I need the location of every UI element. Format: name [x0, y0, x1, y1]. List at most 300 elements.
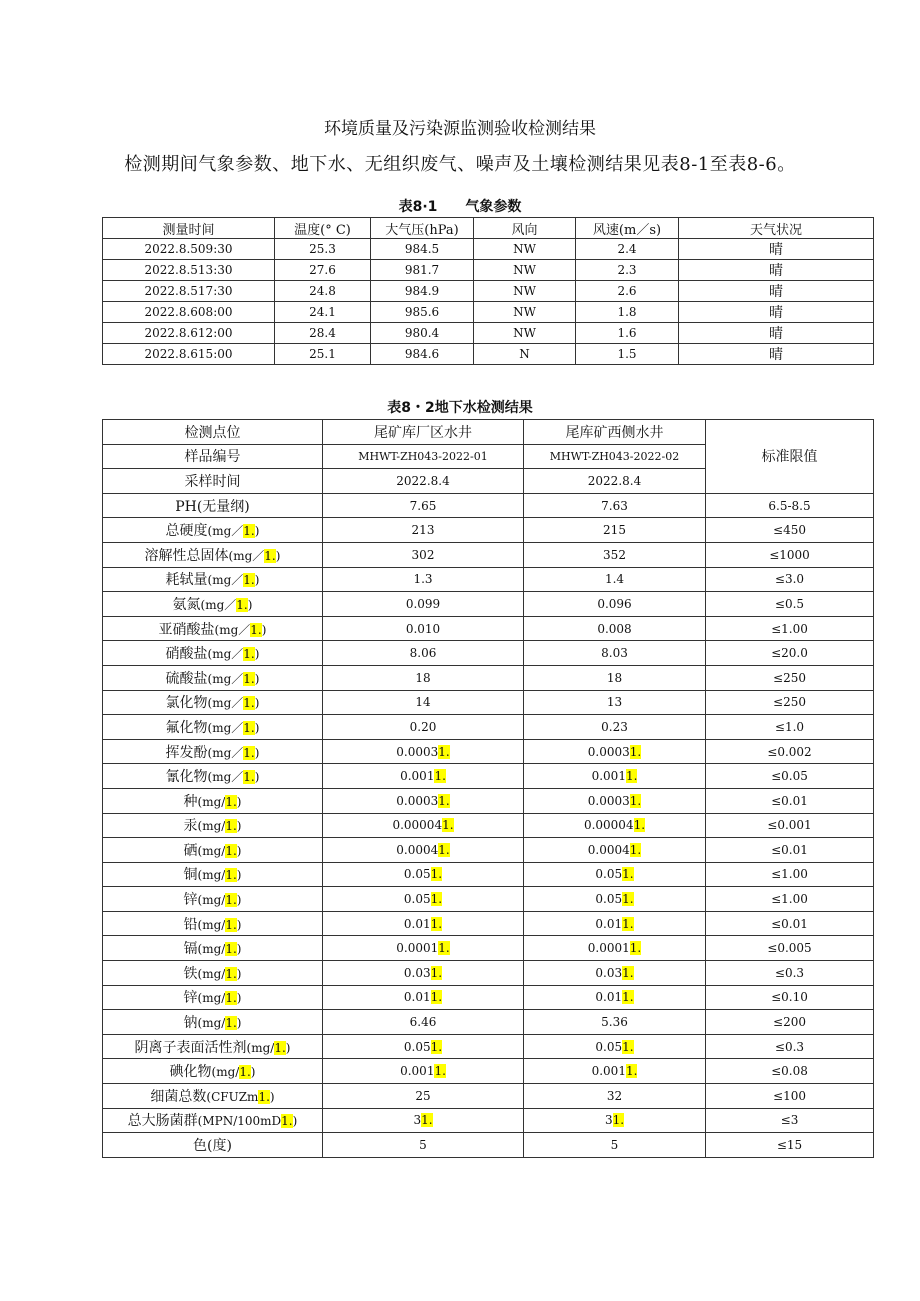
table1-cell: 2.6	[576, 281, 679, 302]
close-paren: )	[236, 893, 242, 908]
value-mark: 1.	[625, 769, 638, 784]
param-name-cell	[103, 911, 323, 936]
value-mark: 1.	[622, 892, 634, 907]
value: 0.05	[595, 892, 623, 907]
param-name: 铅	[183, 916, 198, 933]
value: 14	[415, 695, 431, 710]
param-name-cell	[103, 567, 323, 592]
param-unit: (mg/	[197, 794, 226, 809]
value-cell-1	[323, 739, 524, 764]
param-unit: (mg/	[197, 966, 226, 981]
standard-cell: ≤0.01	[706, 788, 874, 813]
table1-row	[103, 302, 874, 323]
value: 0.0003	[396, 793, 439, 808]
table2-row	[103, 739, 874, 764]
unit-mark: 1.	[258, 1089, 270, 1104]
param-unit: (mg／	[207, 671, 244, 686]
value: 0.05	[403, 867, 431, 882]
value: 215	[603, 523, 626, 538]
unit-mark: 1.	[250, 622, 262, 637]
value: 0.20	[409, 719, 437, 734]
table2-caption: 表8・2地下水检测结果	[387, 400, 533, 416]
value-cell-1	[323, 788, 524, 813]
unit-mark: 1.	[243, 696, 255, 711]
table1-cell: 984.5	[371, 239, 474, 260]
param-unit: (mg/	[197, 819, 226, 834]
close-paren: )	[254, 573, 260, 588]
table2-row	[103, 813, 874, 838]
table2-row	[103, 936, 874, 961]
value-cell-1	[323, 1010, 524, 1035]
close-paren: )	[254, 647, 260, 662]
value-cell-2	[524, 764, 706, 789]
close-paren: )	[285, 1040, 291, 1055]
param-name-cell	[103, 764, 323, 789]
table1-cell: 2022.8.615:00	[103, 344, 275, 365]
value-cell-2	[524, 813, 706, 838]
table2-row	[103, 542, 874, 567]
value: 0.0003	[587, 793, 630, 808]
header-sample: 样品编号	[103, 444, 323, 469]
table2-row	[103, 493, 874, 518]
standard-cell: ≤0.05	[706, 764, 874, 789]
param-name-cell	[103, 961, 323, 986]
table1-row	[103, 323, 874, 344]
value-cell-2	[524, 1133, 706, 1158]
table2-row	[103, 862, 874, 887]
standard-cell: ≤0.3	[706, 1034, 874, 1059]
param-name: 硝酸盐	[165, 646, 208, 663]
value: 0.096	[597, 596, 632, 611]
intro-text: 检测期间气象参数、地下水、无组织废气、噪声及土壤检测结果见表8-1至表8-6。	[124, 154, 796, 175]
param-name: PH(无量纲)	[175, 498, 250, 515]
close-paren: )	[254, 720, 260, 735]
param-name-cell	[103, 542, 323, 567]
standard-cell: ≤15	[706, 1133, 874, 1158]
param-name: 锌	[183, 892, 198, 909]
value-cell-2	[524, 641, 706, 666]
close-paren: )	[236, 1016, 242, 1031]
table1-cell: NW	[474, 260, 576, 281]
param-name-cell	[103, 616, 323, 641]
value: 0.05	[595, 867, 623, 882]
param-name-cell	[103, 715, 323, 740]
value-mark: 1.	[438, 941, 450, 956]
table1-cell: 晴	[679, 344, 874, 365]
value-mark: 1.	[622, 990, 634, 1005]
param-name: 细菌总数	[150, 1088, 207, 1105]
param-name: 亚硝酸盐	[158, 621, 215, 638]
standard-cell: ≤20.0	[706, 641, 874, 666]
param-unit: (mg／	[207, 647, 244, 662]
table1-cell: NW	[474, 302, 576, 323]
close-paren: )	[254, 696, 260, 711]
param-name: 挥发酚	[165, 744, 208, 761]
param-name: 总硬度	[165, 523, 208, 540]
param-unit: (mg/	[197, 893, 226, 908]
table2-row	[103, 985, 874, 1010]
table1-cell: 2.4	[576, 239, 679, 260]
value-cell-2	[524, 715, 706, 740]
value-mark: 1.	[622, 916, 634, 931]
value-cell-1	[323, 985, 524, 1010]
unit-mark: 1.	[236, 597, 248, 612]
standard-cell: ≤0.01	[706, 838, 874, 863]
standard-cell: ≤200	[706, 1010, 874, 1035]
standard-cell: ≤1.0	[706, 715, 874, 740]
standard-cell: ≤1.00	[706, 616, 874, 641]
table1-cell: 晴	[679, 281, 874, 302]
table2-row	[103, 690, 874, 715]
value-cell-2	[524, 911, 706, 936]
table1-cell: N	[474, 344, 576, 365]
value: 0.001	[591, 769, 626, 784]
value-cell-1	[323, 518, 524, 543]
standard-cell: ≤0.5	[706, 592, 874, 617]
param-name-cell	[103, 1059, 323, 1084]
param-unit: (mg/	[197, 942, 226, 957]
standard-cell: ≤0.001	[706, 813, 874, 838]
value: 1.3	[413, 572, 433, 587]
standard-cell: ≤1000	[706, 542, 874, 567]
value: 0.0003	[587, 744, 630, 759]
param-name: 总大肠菌群	[127, 1113, 198, 1130]
table2-row	[103, 1059, 874, 1084]
param-unit: (mg/	[197, 917, 226, 932]
value-cell-1	[323, 1133, 524, 1158]
value: 5.36	[601, 1015, 628, 1030]
value-cell-2	[524, 739, 706, 764]
value: 6.46	[409, 1015, 437, 1030]
param-name: 镉	[183, 941, 198, 958]
table1-cell: 984.9	[371, 281, 474, 302]
value: 0.05	[403, 892, 431, 907]
value-cell-1	[323, 715, 524, 740]
table1-header-cell: 测量时间	[103, 218, 275, 239]
param-name-cell	[103, 788, 323, 813]
value-cell-1	[323, 911, 524, 936]
table2-row	[103, 764, 874, 789]
standard-cell: ≤1.00	[706, 862, 874, 887]
close-paren: )	[236, 843, 242, 858]
table1-cell: 25.1	[275, 344, 371, 365]
value: 0.01	[595, 990, 623, 1005]
table1-row	[103, 239, 874, 260]
table1-cell: 2022.8.513:30	[103, 260, 275, 281]
table1-cell: 27.6	[275, 260, 371, 281]
value: 7.63	[601, 498, 628, 513]
value: 0.010	[405, 621, 441, 636]
value-mark: 1.	[430, 867, 443, 882]
param-unit: (mg／	[200, 597, 237, 612]
value-cell-1	[323, 936, 524, 961]
value-cell-2	[524, 616, 706, 641]
header-standard: 标准限值	[706, 420, 874, 494]
close-paren: )	[254, 671, 260, 686]
table2-row	[103, 1010, 874, 1035]
table1-cell: 25.3	[275, 239, 371, 260]
unit-mark: 1.	[225, 843, 237, 858]
value-cell-1	[323, 1108, 524, 1133]
weather-table	[102, 217, 874, 365]
sample2-id: MHWT-ZH043-2022-02	[524, 444, 706, 469]
value-mark: 1.	[633, 818, 646, 833]
value: 18	[606, 670, 623, 685]
param-unit: (mg／	[207, 720, 244, 735]
param-name: 汞	[183, 818, 198, 835]
value: 3	[604, 1113, 613, 1128]
standard-cell: ≤100	[706, 1084, 874, 1109]
value-cell-1	[323, 813, 524, 838]
value: 0.05	[595, 1039, 623, 1054]
value-cell-2	[524, 1084, 706, 1109]
value-cell-2	[524, 493, 706, 518]
table2-row	[103, 592, 874, 617]
value-cell-1	[323, 838, 524, 863]
standard-cell: ≤3.0	[706, 567, 874, 592]
param-name: 种	[183, 793, 198, 810]
value-mark: 1.	[421, 1113, 433, 1128]
table1-row	[103, 281, 874, 302]
groundwater-table	[102, 419, 874, 1158]
unit-mark: 1.	[225, 942, 237, 957]
value-cell-1	[323, 862, 524, 887]
standard-cell: ≤1.00	[706, 887, 874, 912]
value: 0.001	[400, 769, 435, 784]
standard-cell: ≤0.002	[706, 739, 874, 764]
unit-mark: 1.	[225, 819, 237, 834]
close-paren: )	[236, 917, 242, 932]
table1-cell: 2022.8.517:30	[103, 281, 275, 302]
unit-mark: 1.	[274, 1040, 286, 1055]
table1-cell: NW	[474, 281, 576, 302]
param-name-cell	[103, 690, 323, 715]
value-cell-2	[524, 1108, 706, 1133]
value-cell-2	[524, 567, 706, 592]
value: 8.03	[601, 646, 628, 661]
value-cell-1	[323, 1059, 524, 1084]
param-name: 氟化物	[165, 719, 208, 736]
table1-header-cell: 大气压(hPa)	[371, 218, 474, 239]
table1-header-cell: 风速(m／s)	[576, 218, 679, 239]
table1-header-cell: 风向	[474, 218, 576, 239]
param-name: 氯化物	[165, 695, 208, 712]
table1-header-cell: 天气状况	[679, 218, 874, 239]
value: 0.01	[403, 916, 431, 931]
unit-mark: 1.	[225, 893, 237, 908]
param-name-cell	[103, 592, 323, 617]
value: 0.00004	[392, 818, 443, 833]
value: 7.65	[409, 498, 437, 513]
standard-cell: ≤0.08	[706, 1059, 874, 1084]
value-cell-1	[323, 665, 524, 690]
value-mark: 1.	[430, 990, 443, 1005]
close-paren: )	[236, 966, 242, 981]
value: 5	[610, 1138, 619, 1153]
standard-cell: ≤0.01	[706, 911, 874, 936]
value-mark: 1.	[622, 1039, 634, 1054]
table1-cell: NW	[474, 239, 576, 260]
table1-cell: 2022.8.608:00	[103, 302, 275, 323]
value: 0.23	[601, 719, 628, 734]
value-cell-2	[524, 887, 706, 912]
table1-header-row	[103, 218, 874, 239]
table1-cell: 1.8	[576, 302, 679, 323]
close-paren: )	[275, 548, 281, 563]
param-unit: (mg/	[197, 843, 226, 858]
value: 13	[606, 695, 623, 710]
param-name: 溶解性总固体	[144, 547, 229, 564]
site2-name: 尾库矿西侧水井	[524, 420, 706, 445]
table1-cell: 24.1	[275, 302, 371, 323]
value-mark: 1.	[629, 744, 642, 759]
param-name-cell	[103, 739, 323, 764]
unit-mark: 1.	[225, 1016, 237, 1031]
value-cell-2	[524, 936, 706, 961]
unit-mark: 1.	[225, 794, 237, 809]
param-name-cell	[103, 985, 323, 1010]
value: 0.0001	[587, 941, 630, 956]
table1-cell: 2.3	[576, 260, 679, 281]
close-paren: )	[269, 1089, 275, 1104]
value: 0.05	[403, 1039, 431, 1054]
table1-header-cell: 温度(° C)	[275, 218, 371, 239]
param-unit: (MPN/100mD	[197, 1114, 282, 1129]
table1-cell: 1.6	[576, 323, 679, 344]
value: 32	[606, 1088, 623, 1103]
table1-cell: 晴	[679, 302, 874, 323]
standard-cell: ≤0.10	[706, 985, 874, 1010]
table1-cell: 晴	[679, 239, 874, 260]
value-cell-1	[323, 616, 524, 641]
param-unit: (mg/	[197, 991, 226, 1006]
table2-row	[103, 961, 874, 986]
table1-row	[103, 344, 874, 365]
value: 213	[411, 523, 435, 538]
value-mark: 1.	[622, 965, 634, 980]
value-mark: 1.	[438, 793, 450, 808]
close-paren: )	[261, 622, 267, 637]
param-unit: (mg／	[207, 745, 244, 760]
value-cell-1	[323, 764, 524, 789]
table1-cell: 24.8	[275, 281, 371, 302]
param-name-cell	[103, 1108, 323, 1133]
header-point: 检测点位	[103, 420, 323, 445]
table2-row	[103, 788, 874, 813]
value-cell-2	[524, 961, 706, 986]
param-name: 色(度)	[193, 1138, 232, 1155]
value-mark: 1.	[430, 916, 443, 931]
standard-cell: ≤0.3	[706, 961, 874, 986]
close-paren: )	[236, 794, 242, 809]
param-name-cell	[103, 493, 323, 518]
table1-cell: 28.4	[275, 323, 371, 344]
value-cell-2	[524, 1010, 706, 1035]
table2-row	[103, 1133, 874, 1158]
value: 5	[419, 1138, 427, 1153]
value: 0.001	[400, 1064, 435, 1079]
value-cell-1	[323, 1034, 524, 1059]
unit-mark: 1.	[225, 966, 237, 981]
table2-row	[103, 518, 874, 543]
param-name-cell	[103, 518, 323, 543]
value-cell-2	[524, 665, 706, 690]
param-name-cell	[103, 936, 323, 961]
close-paren: )	[292, 1114, 298, 1129]
unit-mark: 1.	[225, 868, 237, 883]
param-name: 钠	[183, 1015, 198, 1032]
close-paren: )	[254, 745, 260, 760]
value-mark: 1.	[442, 818, 454, 833]
param-name: 耗轼量	[165, 572, 208, 589]
value-cell-1	[323, 1084, 524, 1109]
value-mark: 1.	[438, 744, 450, 759]
date1: 2022.8.4	[323, 469, 524, 494]
value: 25	[415, 1088, 431, 1103]
unit-mark: 1.	[264, 548, 276, 563]
table2-row	[103, 616, 874, 641]
value-mark: 1.	[625, 1064, 638, 1079]
value-mark: 1.	[629, 793, 642, 808]
table1-cell: 985.6	[371, 302, 474, 323]
param-unit: (mg／	[207, 696, 244, 711]
date2: 2022.8.4	[524, 469, 706, 494]
value-mark: 1.	[629, 941, 642, 956]
close-paren: )	[254, 524, 260, 539]
value: 8.06	[409, 646, 437, 661]
value: 0.0004	[396, 842, 439, 857]
value-mark: 1.	[430, 1039, 443, 1054]
value: 0.03	[595, 965, 623, 980]
value-mark: 1.	[622, 867, 634, 882]
standard-cell: ≤3	[706, 1108, 874, 1133]
unit-mark: 1.	[225, 991, 237, 1006]
param-name-cell	[103, 665, 323, 690]
param-name: 阴离子表面活性剂	[134, 1039, 247, 1056]
param-name: 铜	[183, 867, 198, 884]
param-unit: (mg／	[214, 622, 251, 637]
value-cell-2	[524, 592, 706, 617]
table1-caption: 表8·1 气象参数	[398, 199, 522, 215]
close-paren: )	[236, 819, 242, 834]
page-heading: 环境质量及污染源监测验收检测结果	[324, 119, 596, 139]
value-cell-2	[524, 985, 706, 1010]
value-cell-2	[524, 838, 706, 863]
table2-row	[103, 1034, 874, 1059]
standard-cell: ≤450	[706, 518, 874, 543]
table1-cell: 980.4	[371, 323, 474, 344]
table1-cell: 981.7	[371, 260, 474, 281]
header-row-point	[103, 420, 874, 445]
value-cell-1	[323, 567, 524, 592]
value: 0.0003	[396, 744, 439, 759]
table1-cell: 1.5	[576, 344, 679, 365]
value-mark: 1.	[430, 892, 443, 907]
standard-cell: ≤0.005	[706, 936, 874, 961]
value-cell-2	[524, 788, 706, 813]
close-paren: )	[250, 1065, 256, 1080]
value: 302	[411, 547, 435, 562]
table2-row	[103, 1108, 874, 1133]
unit-mark: 1.	[243, 720, 255, 735]
unit-mark: 1.	[243, 524, 255, 539]
param-name-cell	[103, 887, 323, 912]
value-cell-2	[524, 690, 706, 715]
value-mark: 1.	[629, 842, 642, 857]
close-paren: )	[236, 991, 242, 1006]
value: 0.0001	[396, 941, 439, 956]
site1-name: 尾矿库厂区水井	[323, 420, 524, 445]
